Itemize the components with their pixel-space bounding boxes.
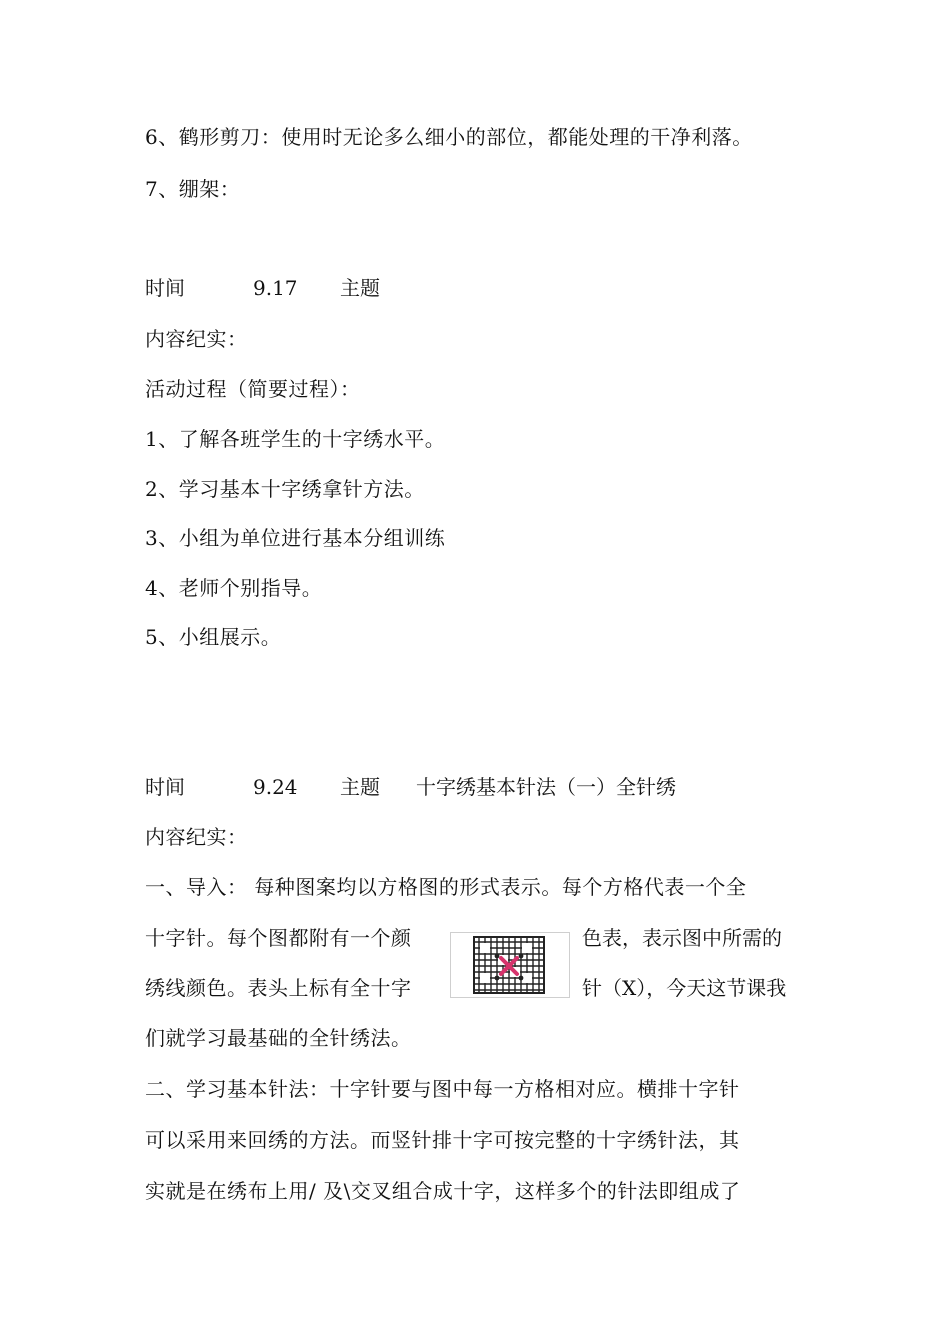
needle-hole [519, 954, 524, 959]
session1-step-3: 3、小组为单位进行基本分组训练 [145, 526, 446, 550]
session2-date: 9.24 [253, 775, 298, 799]
cross-stitch-grid-icon [473, 936, 545, 994]
session2-content-label: 内容纪实： [145, 825, 248, 849]
session1-step-4: 4、老师个别指导。 [145, 576, 323, 600]
needle-hole [495, 976, 500, 981]
tool-item-7: 7、绷架： [145, 177, 241, 201]
session2-time-label: 时间 [145, 775, 185, 799]
basics-line-2: 可以采用来回绣的方法。而竖针排十字可按完整的十字绣针法，其 [145, 1128, 740, 1152]
session1-content-label: 内容纪实： [145, 327, 248, 351]
session2-topic: 十字绣基本针法（一）全针绣 [416, 775, 676, 799]
session1-step-1: 1、了解各班学生的十字绣水平。 [145, 427, 446, 451]
intro-line-4: 们就学习最基础的全针绣法。 [145, 1026, 412, 1050]
grid-block [522, 943, 532, 953]
intro-line-2b: 色表，表示图中所需的 [582, 926, 782, 950]
grid-block [480, 943, 490, 953]
needle-hole [519, 976, 524, 981]
needle-hole [495, 954, 500, 959]
grid-block [522, 973, 532, 983]
session1-step-2: 2、学习基本十字绣拿针方法。 [145, 477, 425, 501]
session2-topic-label: 主题 [340, 775, 380, 799]
basics-line-1: 二、学习基本针法：十字针要与图中每一方格相对应。横排十字针 [145, 1077, 740, 1101]
grid-block [480, 973, 490, 983]
intro-line-3a: 绣线颜色。表头上标有全十字 [145, 976, 412, 1000]
intro-line-3b: 针（X），今天这节课我 [582, 976, 787, 1000]
intro-line-2a: 十字针。每个图都附有一个颜 [145, 926, 412, 950]
session1-process-label: 活动过程（简要过程）： [145, 377, 361, 401]
intro-line-1: 一、导入： 每种图案均以方格图的形式表示。每个方格代表一个全 [145, 875, 747, 899]
cross-stitch-figure [450, 932, 570, 998]
basics-line-3: 实就是在绣布上用/ 及\交叉组合成十字，这样多个的针法即组成了 [145, 1179, 741, 1203]
session1-step-5: 5、小组展示。 [145, 625, 282, 649]
session1-time-label: 时间 [145, 276, 185, 300]
session1-date: 9.17 [253, 276, 298, 300]
session1-topic-label: 主题 [340, 276, 380, 300]
tool-item-6: 6、鹤形剪刀：使用时无论多么细小的部位，都能处理的干净利落。 [145, 125, 753, 149]
